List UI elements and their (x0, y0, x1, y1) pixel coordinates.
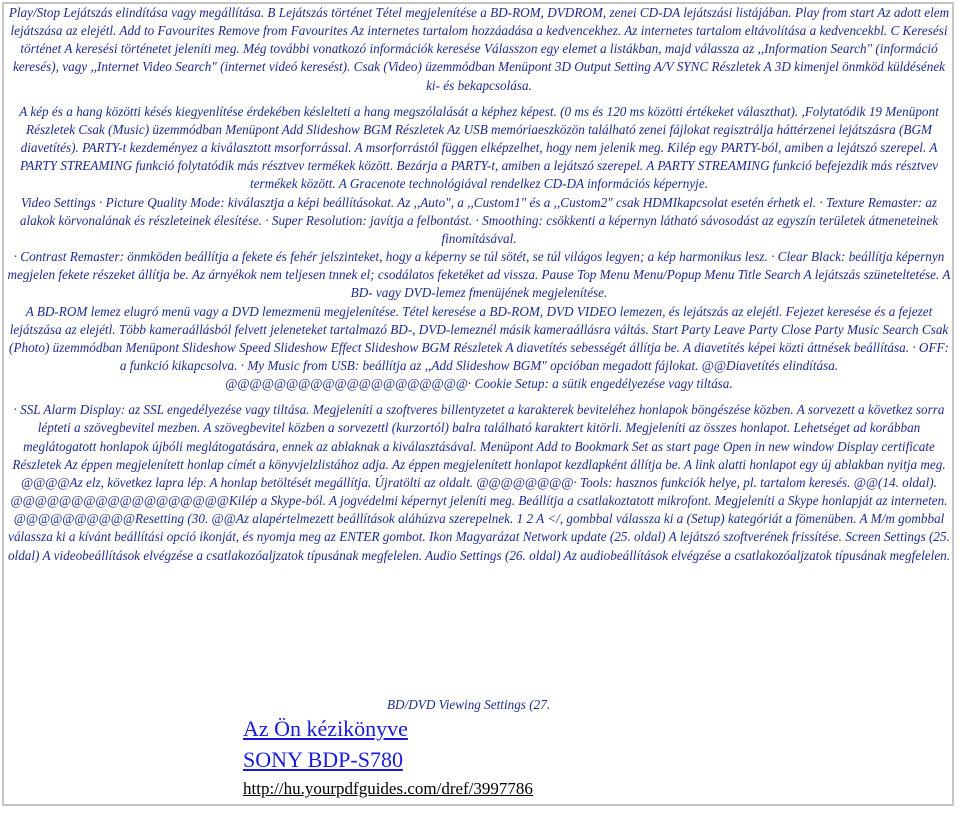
footer (243, 697, 663, 802)
paragraph-resetting: @@@@@@@@@@Resetting (30. @@Az alapértelmezett beállítások aláhúzva szerepelnek. 1 2 A </, gombbal válassza ki a (Setup) kategóriát a fömenüben. A M/m gombbal válassza ki a kívánt beállítási opció ikonját, és nyomja meg az ENTER gombot. Ikon Magyarázat Network update (25. oldal) A lejátszó szoftverének frissítése. Screen Settings (25. oldal) A videobeállítások elvégzése a csatlakozóaljzatok típusának megfelelen. Audio Settings (26. oldal) Az audiobeállítások elvégzése a csatlakozóaljzatok típusának megfelelen. (7, 511, 951, 563)
paragraph-ssl: · SSL Alarm Display: az SSL engedélyezése vagy tiltása. Megjeleníti a szoftveres billentyzetet a karakterek beviteléhez honlapok böngészése közben. A sorvezett a következ sorra lépteti a szövegbevitel mezben. A szövegbevitel közben a sorvezettl (kurzortól) balra található karaktert kitörli. Megjeleníti az összes honlapot. Lehetséget ad korábban meglátogatott honlapok újbóli meglátogatására, ennek az ablaknak a kiválasztásával. Menüpont Add to Bookmark Set as start page Open in new window Display certificate Részletek Az éppen megjelenített honlap címét a könyvjelzlistához adja. Az éppen megjelenített honlapot kezdlapként állítja be. A link alatti honlapot egy új ablakban nyitja meg. @@@@Az elz, következ lapra lép. A honlap betöltését megállítja. Újratölti az oldalt. @@@@@@@@· Tools: hasznos funkciók helye, pl. tartalom keresés. @@(14. oldal). @@@@@@@@@@@@@@@@@@Kilép a Skype-ból. A jogvédelmi képernyt jeleníti meg. Beállítja a csatlakoztatott mikrofont. Megjeleníti a Skype honlapját az interneten. (10, 402, 948, 509)
section-note: BD/DVD Viewing Settings (27. (387, 697, 551, 712)
url-link[interactable]: http://hu.yourpdfguides.com/dref/3997786 (243, 779, 533, 798)
paragraph-av-sync: A kép és a hang közötti késés kiegyenlítése érdekében késlelteti a hang megszólalását a képhez képest. (0 ms és 120 ms közötti értékeket választhat). ,Folytatódik 19 Menüpont Részletek Csak (Music) üzemmódban Menüpont Add Slideshow BGM Részletek Az USB memóriaeszközön található zenei fájlokat regisztrálja háttérzenei lejátszásra (BGM diavetítés). PARTY-t kezdeményez a kiválasztott msorforrással. A msorforrástól függen elképzelhet, hogy nem jelenik meg. Kilép egy PARTY-ból, amiben a lejátszó szerepel. A PARTY STREAMING funkció folytatódik más résztvev termékek között. Bezárja a PARTY-t, amiben a lejátszó szerepel. A PARTY STREAMING funkció befejezdik más résztvev termékek között. A Gracenote technológiával rendelkez CD-DA információs képernyje. (19, 103, 939, 192)
paragraph-contrast: · Contrast Remaster: önmköden beállítja a fekete és fehér jelszinteket, hogy a képerny se túl sötét, se túl világos legyen; a kép harmonikus lesz. · Clear Black: beállítja képernyn megjelen fekete részeket állítja be. Az árnyékok nem teljesen tnnek el; csodálatos feketéket ad vissza. Pause Top Menu Menu/Popup Menu Title Search A lejátszás szüneteltetése. A BD- vagy DVD-lemez fmenüjének megjelenítése. (7, 249, 951, 301)
paragraph-bd-rom: A BD-ROM lemez elugró menü vagy a DVD lemezmenü megjelenítése. Tétel keresése a BD-ROM, DVD VIDEO lemezen, és lejátszás az elejétl. Fejezet keresése és a fejezet lejátszása az elejétl. Több kameraállásból felvett jeleneteket tartalmazó BD-, DVD-lemeznél másik kameraállásra váltás. Start Party Leave Party Close Party Music Search Csak (Photo) üzemmódban Menüpont Slideshow Speed Slideshow Effect Slideshow BGM Részletek A diavetítés sebességét állítja be. A diavetítés képei közti áttnések beállítása. · OFF: a funkció kikapcsolva. · My Music from USB: beállítja az ,,Add Slideshow BGM" opcióban megadott fájlokat. @@Diavetítés elindítása. @@@@@@@@@@@@@@@@@@@@· Cookie Setup: a sütik engedélyezése vagy tiltása. (9, 303, 949, 392)
paragraph-playback: Play/Stop Lejátszás elindítása vagy megállítása. B Lejátszás történet Tétel megjelenítése a BD-ROM, DVDROM, zenei CD-DA lejátszási listájában. Play from start Az adott elem lejátszása az elejétl. Add to Favourites Remove from Favourites Az internetes tartalom hozzáadása a kedvencekhez. Az internetes tartalom eltávolítása a kedvencekbl. C Keresési történet A keresési történetet jeleníti meg. Még további vonatkozó információk keresése Válasszon egy elemet a listákban, majd válassza az ,,Information Search" (információ keresés), vagy ,,Internet Video Search" (internet videó keresést). Csak (Video) üzemmódban Menüpont 3D Output Setting A/V SYNC Részletek A 3D kimenjel önmköd küldésének ki- és bekapcsolása. (8, 5, 950, 93)
manual-text (6, 4, 952, 565)
manual-link[interactable]: Az Ön kézikönyve (243, 716, 408, 741)
paragraph-video-settings: Video Settings · Picture Quality Mode: kiválasztja a képi beállításokat. Az ,,Auto", a ,,Custom1" és a ,,Custom2" csak HDMIkapcsolat esetén érhetk el. · Texture Remaster: az alakok körvonalának és részleteinek élesítése. · Super Resolution: javítja a felbontást. · Smoothing: csökkenti a képernyn látható sávosodást az egyszín területek átmeneteinek finomításával. (19, 194, 939, 246)
model-link[interactable]: SONY BDP-S780 (243, 747, 403, 772)
